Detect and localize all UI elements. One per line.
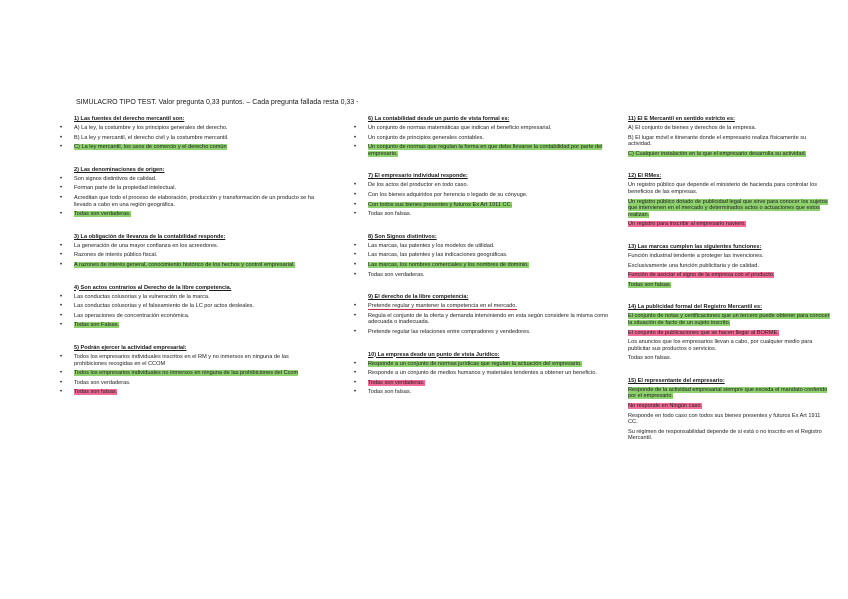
answer-option	[354, 361, 614, 368]
answer-option	[618, 199, 830, 219]
answer-option	[618, 263, 830, 270]
answer-text: Pretende regular las relaciones entre compradores y vendedores.	[368, 328, 531, 335]
answer-text: Las marcas, las patentes y las indicaciones geográficas.	[368, 252, 508, 259]
answer-text: Todas son verdaderas.	[368, 271, 425, 278]
option-list	[354, 361, 614, 396]
answer-option	[618, 182, 830, 195]
answer-option	[60, 262, 320, 269]
answer-text: Los anuncios que los empresarios llevan a cabo, por cualquier medio para publicitar sus productos o servicios.	[628, 339, 813, 352]
question-block	[354, 351, 614, 396]
answer-text: Regula el conjunto de la oferta y demanda interviniendo en esta según considere la misma como adecuada o inadecuada.	[368, 312, 609, 326]
question-block	[618, 115, 830, 157]
answer-option	[618, 339, 830, 352]
answer-text: Todas son falsas.	[368, 389, 412, 396]
column-right	[618, 115, 830, 457]
answer-option	[60, 370, 320, 377]
answer-text: B) La ley y mercantil, el derecho civil y la costumbre mercantil.	[74, 134, 229, 141]
answer-text: Todos los empresarios individuales no inmersos en ninguna de las prohibiciones del Ccom	[74, 370, 299, 377]
column-middle	[354, 115, 614, 411]
question-title: 12) El RMes:	[628, 173, 662, 180]
answer-option	[354, 182, 614, 189]
question-title: 3) La obligación de llevanza de la contabilidad responde:	[74, 233, 226, 240]
answer-text: Función de asociar el signo de la empresa con el producto.	[628, 272, 775, 279]
answer-text: Las marcas, las patentes y los modelos de utilidad.	[368, 242, 495, 249]
question-title: 4) Son actos contrarios al Derecho de la libre competencia.	[74, 284, 232, 291]
option-list	[618, 313, 830, 362]
question-title: 1) Las fuentes del derecho mercantil son:	[74, 116, 185, 122]
answer-option	[354, 211, 614, 218]
answer-option	[618, 151, 830, 158]
answer-option	[618, 253, 830, 260]
answer-option	[618, 272, 830, 279]
answer-option	[60, 195, 320, 208]
answer-text: Todas son falsas.	[628, 355, 672, 362]
answer-text: A) La ley, la costumbre y los principios generales del derecho.	[74, 125, 228, 131]
answer-option	[618, 125, 830, 132]
question-block	[354, 115, 614, 157]
answer-option	[60, 144, 320, 151]
question-title: 8) Son Signos distintivos:	[368, 233, 437, 240]
option-list	[354, 303, 614, 335]
answer-text: Con todos sus bienes presentes y futuros Ex Art 1911 CC.	[368, 201, 513, 208]
option-list	[618, 125, 830, 157]
option-list	[618, 387, 830, 442]
answer-option	[60, 176, 320, 183]
answer-text: Todas son Falsas.	[74, 322, 120, 329]
answer-option	[354, 144, 614, 157]
answer-text: Un conjunto de normas que regulan la forma en que debe llevarse la contabilidad por parte del empresario.	[368, 144, 603, 157]
answer-text: B) El lugar móvil e itinerante donde el empresario realiza físicamente su actividad.	[628, 134, 807, 148]
option-list	[60, 125, 320, 151]
question-title: 5) Podrán ejercer la actividad empresarial:	[74, 344, 187, 351]
answer-text: Función industrial tendente a proteger las invenciones.	[628, 252, 764, 259]
answer-text: De los actos del productor en todo caso.	[368, 182, 469, 189]
answer-text: A razones de interés general, conocimiento histórico de los hechos y control empresarial.	[74, 261, 295, 268]
answer-text: Pretende regular y mantener la competencia en el mercado.	[368, 303, 517, 310]
question-block	[618, 303, 830, 362]
question-title: 9) El derecho de la libre competencia:	[368, 294, 469, 301]
answer-option	[618, 221, 830, 228]
answer-text: Son signos distintivos de calidad.	[74, 175, 157, 182]
answer-option	[354, 135, 614, 142]
question-block	[60, 344, 320, 396]
answer-option	[60, 303, 320, 310]
answer-text: Exclusivamente una función publicitaria y de calidad.	[628, 262, 759, 269]
answer-option	[354, 125, 614, 132]
answer-option	[354, 243, 614, 250]
answer-text: Todas son falsas.	[368, 211, 412, 218]
answer-text: Un registro para inscribir al empresario naviero.	[628, 221, 746, 228]
answer-option	[354, 370, 614, 377]
answer-text: C) Cualquier instalación en la que el empresario desarrolla su actividad.	[628, 150, 807, 157]
answer-text: Responde a un conjunto de medios humanos y materiales tendentes a obtener un beneficio.	[368, 370, 597, 377]
answer-option	[354, 262, 614, 269]
question-block	[60, 233, 320, 269]
question-title: 13) Las marcas cumplen las siguientes funciones:	[628, 243, 762, 250]
question-block	[354, 233, 614, 278]
option-list	[60, 176, 320, 218]
answer-text: Todas son falsas.	[74, 389, 118, 396]
answer-text: Un conjunto de normas matemáticas que indican el beneficio empresarial.	[368, 125, 552, 131]
answer-option	[60, 135, 320, 142]
option-list	[354, 125, 614, 157]
option-list	[618, 253, 830, 288]
answer-option	[618, 135, 830, 148]
answer-option	[60, 322, 320, 329]
answer-text: Las conductas colusorias y el falseamiento de la LC por actos desleales.	[74, 303, 255, 310]
answer-option	[60, 185, 320, 192]
answer-text: A) El conjunto de bienes y derechos de la empresa.	[628, 125, 757, 131]
answer-option	[618, 387, 830, 400]
answer-text: Un registro público dotado de publicidad legal que sirve para conocer los sujetos que intervienen en el mercado y determinados actos o actuaciones que estos realizan.	[628, 198, 828, 218]
answer-text: C) La ley mercantil, los usos de comercio y el derecho común	[74, 144, 227, 151]
answer-option	[354, 303, 614, 310]
answer-text: Todas son verdaderas.	[74, 379, 131, 386]
option-list	[354, 182, 614, 217]
answer-text: Su régimen de responsabilidad depende de si está o no inscrito en el Registro Mercantil.	[628, 428, 822, 442]
question-title: 7) El empresario individual responde:	[368, 173, 468, 180]
question-block	[60, 115, 320, 151]
answer-option	[354, 329, 614, 336]
question-block	[60, 284, 320, 329]
answer-option	[354, 313, 614, 326]
answer-option	[618, 429, 830, 442]
answer-text: El conjunto de publicaciones que se hacen llegar al BORME.	[628, 329, 779, 336]
answer-option	[60, 125, 320, 132]
question-block	[354, 172, 614, 217]
answer-option	[60, 252, 320, 259]
answer-option	[618, 330, 830, 337]
question-block	[618, 377, 830, 442]
answer-text: Todas son falsas.	[628, 281, 672, 288]
question-title: 10) La empresa desde un punto de vista Jurídico:	[368, 351, 500, 358]
answer-option	[60, 313, 320, 320]
answer-option	[354, 380, 614, 387]
answer-option	[354, 272, 614, 279]
answer-text: Todas son verdaderas.	[74, 211, 131, 218]
answer-option	[60, 243, 320, 250]
question-block	[618, 243, 830, 288]
option-list	[60, 354, 320, 396]
question-block	[60, 166, 320, 218]
answer-option	[618, 313, 830, 326]
column-left	[60, 115, 320, 411]
answer-text: Un registro público que depende el ministerio de hacienda para controlar los beneficios de las empresas.	[628, 182, 818, 195]
answer-text: Todos los empresarios individuales inscritos en el RM y no inmersos en ninguna de las prohibiciones recogidas en el CCOM	[74, 353, 289, 367]
answer-option	[354, 202, 614, 209]
answer-option	[60, 294, 320, 301]
answer-text: Las marcas, los nombres comerciales y los nombres de dominio.	[368, 261, 529, 268]
question-title: 14) La publicidad formal del Registro Mercantil es:	[628, 304, 762, 311]
option-list	[60, 243, 320, 269]
answer-text: Responde en todo caso con todos sus bienes presentes y futuros Ex Art 1911 CC.	[628, 412, 821, 426]
answer-option	[60, 354, 320, 367]
question-block	[354, 293, 614, 335]
answer-text: No responde en Ningún caso.	[628, 403, 703, 410]
answer-option	[618, 355, 830, 362]
question-title: 15) El representante del empresario:	[628, 377, 725, 384]
answer-text: Un conjunto de principios generales contables.	[368, 134, 484, 141]
answer-text: Forman parte de la propiedad intelectual.	[74, 185, 176, 192]
answer-text: Acreditan que todo el proceso de elaboración, producción y transformación de un producto se ha llevado a cabo en una región geográfica.	[74, 194, 315, 208]
answer-text: Las conductas colusorias y la vulneración de la marca.	[74, 293, 210, 300]
question-title: 11) El E Mercantil en sentido estricto es:	[628, 116, 735, 122]
page-title: SIMULACRO TIPO TEST. Valor pregunta 0,33 puntos. – Cada pregunta fallada resta 0,33 -	[76, 99, 359, 106]
answer-option	[60, 380, 320, 387]
answer-option	[60, 389, 320, 396]
answer-text: Todas son verdaderas.	[368, 379, 425, 386]
answer-text: El conjunto de notas y certificaciones que un tercero puede obtener para conocer la situación de facto de un sujeto inscrito.	[628, 313, 830, 326]
option-list	[60, 294, 320, 329]
answer-option	[60, 211, 320, 218]
answer-text: Responde de la actividad empresarial siempre que exceda el mandato conferido por el empresario.	[628, 386, 828, 400]
answer-option	[354, 192, 614, 199]
answer-text: Razones de interés público fiscal.	[74, 252, 158, 259]
question-title: 2) Las denominaciones de origen:	[74, 166, 165, 173]
option-list	[618, 182, 830, 228]
answer-option	[618, 413, 830, 426]
answer-text: Responde a un conjunto de normas jurídicas que regulan la actuación del empresario.	[368, 360, 582, 367]
answer-text: Las operaciones de concentración económica.	[74, 312, 190, 319]
question-block	[618, 172, 830, 228]
question-title: 6) La contabilidad desde un punto de vista formal es:	[368, 116, 510, 122]
answer-text: La generación de una mayor confianza en los acreedores.	[74, 242, 219, 249]
answer-option	[618, 282, 830, 289]
option-list	[354, 243, 614, 278]
answer-text: Con los bienes adquiridos por herencia o legado de su cónyuge.	[368, 191, 528, 198]
answer-option	[618, 403, 830, 410]
answer-option	[354, 252, 614, 259]
answer-option	[354, 389, 614, 396]
